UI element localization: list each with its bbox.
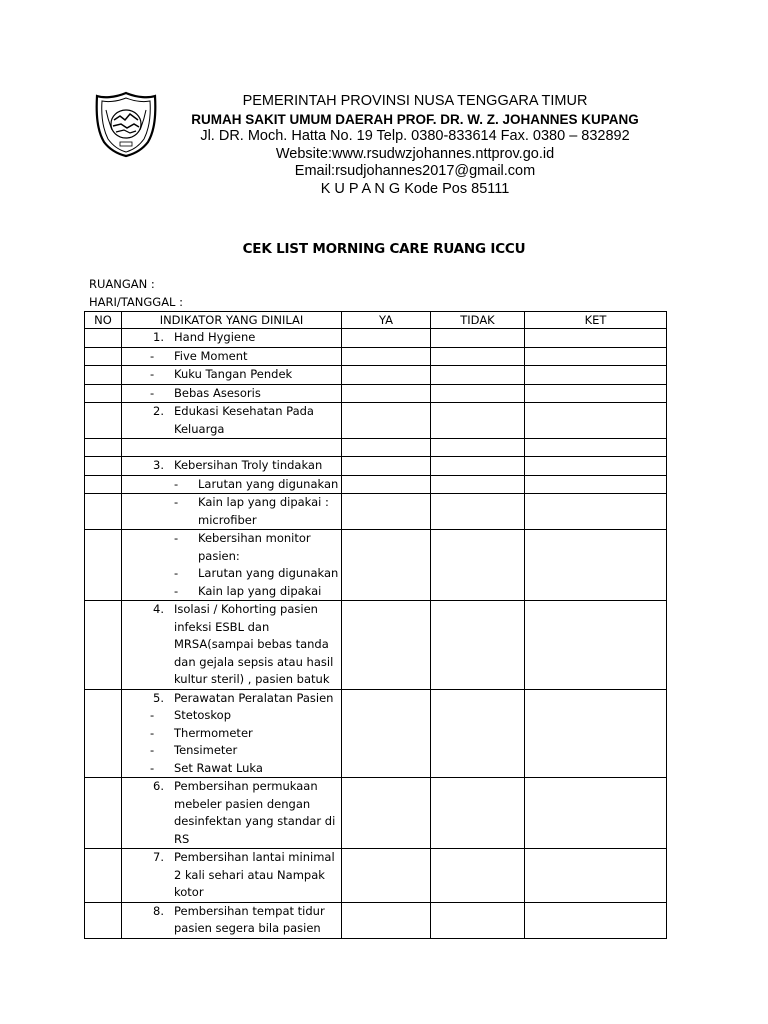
ya-cell[interactable]	[342, 403, 431, 439]
document-title: CEK LIST MORNING CARE RUANG ICCU	[242, 241, 526, 257]
indicator-text: Set Rawat Luka	[174, 760, 263, 775]
ya-cell[interactable]	[342, 329, 431, 348]
ket-cell[interactable]	[525, 601, 667, 690]
table-row	[85, 329, 667, 348]
tidak-cell[interactable]	[431, 439, 525, 457]
tidak-cell[interactable]	[431, 530, 525, 601]
item-number: 3.	[153, 458, 164, 472]
indicator-text: Thermometer	[174, 725, 253, 740]
tidak-cell[interactable]	[431, 601, 525, 690]
tidak-cell[interactable]	[431, 403, 525, 439]
ket-cell[interactable]	[525, 329, 667, 348]
ya-cell[interactable]	[342, 689, 431, 778]
indicator-cell	[122, 902, 342, 938]
ket-cell[interactable]	[525, 530, 667, 601]
table-row	[85, 366, 667, 385]
col-header-ya: YA	[342, 312, 431, 329]
indicator-cell	[122, 384, 342, 403]
indicator-cell	[122, 601, 342, 690]
bullet-dash: -	[150, 367, 155, 381]
table-row	[85, 403, 667, 439]
ya-cell[interactable]	[342, 494, 431, 530]
ya-cell[interactable]	[342, 778, 431, 849]
ya-cell[interactable]	[342, 366, 431, 385]
item-number: 4.	[153, 602, 164, 616]
indicator-text: Kebersihan monitor pasien:	[198, 531, 311, 563]
col-header-no: NO	[85, 312, 122, 329]
indicator-text: Isolasi / Kohorting pasien infeksi ESBL dan MRSA(sampai bebas tanda dan gejala sepsis atau hasil kultur steril) , pasien batuk	[174, 602, 334, 686]
room-label: RUANGAN :	[89, 277, 155, 291]
table-row	[85, 494, 667, 530]
no-cell	[85, 494, 122, 530]
tidak-cell[interactable]	[431, 494, 525, 530]
tidak-cell[interactable]	[431, 329, 525, 348]
bullet-dash: -	[150, 385, 155, 400]
item-number: 1.	[153, 330, 164, 344]
indicator-cell	[122, 439, 342, 457]
ya-cell[interactable]	[342, 849, 431, 903]
item-number: 8.	[153, 903, 164, 918]
tidak-cell[interactable]	[431, 366, 525, 385]
table-row	[85, 347, 667, 366]
tidak-cell[interactable]	[431, 347, 525, 366]
table-header-row	[85, 312, 667, 329]
ket-cell[interactable]	[525, 457, 667, 476]
tidak-cell[interactable]	[431, 384, 525, 403]
no-cell	[85, 384, 122, 403]
bullet-dash: -	[174, 531, 179, 545]
city-postcode-line: K U P A N G Kode Pos 85111	[320, 180, 510, 197]
indicator-text: Pembersihan lantai minimal 2 kali sehari atau Nampak kotor	[174, 850, 335, 899]
hospital-name: RUMAH SAKIT UMUM DAERAH PROF. DR. W. Z. JOHANNES KUPANG	[191, 111, 639, 127]
tidak-cell[interactable]	[431, 902, 525, 938]
ya-cell[interactable]	[342, 902, 431, 938]
indicator-text: Edukasi Kesehatan Pada Keluarga	[174, 404, 314, 436]
table-row	[85, 902, 667, 938]
indicator-cell	[122, 347, 342, 366]
tidak-cell[interactable]	[431, 689, 525, 778]
indicator-cell	[122, 475, 342, 494]
no-cell	[85, 778, 122, 849]
no-cell	[85, 849, 122, 903]
ya-cell[interactable]	[342, 475, 431, 494]
item-number: 6.	[153, 779, 164, 793]
ya-cell[interactable]	[342, 347, 431, 366]
table-row	[85, 689, 667, 778]
indicator-text: Bebas Asesoris	[174, 385, 261, 400]
no-cell	[85, 403, 122, 439]
table-row	[85, 778, 667, 849]
indicator-cell	[122, 494, 342, 530]
no-cell	[85, 689, 122, 778]
date-label: HARI/TANGGAL :	[89, 295, 183, 309]
bullet-dash: -	[174, 495, 179, 509]
website-line: Website:www.rsudwzjohannes.nttprov.go.id	[275, 145, 555, 162]
table-row	[85, 457, 667, 476]
no-cell	[85, 457, 122, 476]
no-cell	[85, 475, 122, 494]
table-row	[85, 849, 667, 903]
ket-cell[interactable]	[525, 494, 667, 530]
ket-cell[interactable]	[525, 902, 667, 938]
indicator-cell	[122, 457, 342, 476]
tidak-cell[interactable]	[431, 849, 525, 903]
ya-cell[interactable]	[342, 439, 431, 457]
letterhead	[180, 93, 650, 198]
bullet-dash: -	[150, 708, 155, 722]
ket-cell[interactable]	[525, 439, 667, 457]
no-cell	[85, 439, 122, 457]
indicator-text: Kain lap yang dipakai : microfiber	[198, 495, 329, 527]
indicator-cell	[122, 778, 342, 849]
no-cell	[85, 601, 122, 690]
indicator-cell	[122, 689, 342, 778]
col-header-tidak: TIDAK	[431, 312, 525, 329]
hospital-logo	[94, 90, 158, 158]
bullet-dash: -	[150, 348, 155, 363]
ket-cell[interactable]	[525, 384, 667, 403]
indicator-text: Kain lap yang dipakai	[198, 583, 322, 598]
ya-cell[interactable]	[342, 384, 431, 403]
indicator-text: Perawatan Peralatan Pasien	[174, 690, 334, 705]
table-row	[85, 475, 667, 494]
ket-cell[interactable]	[525, 689, 667, 778]
no-cell	[85, 530, 122, 601]
indicator-text: Pembersihan tempat tidur pasien segera bila pasien	[174, 903, 325, 935]
ket-cell[interactable]	[525, 475, 667, 494]
ket-cell[interactable]	[525, 778, 667, 849]
indicator-text: Pembersihan permukaan mebeler pasien dengan desinfektan yang standar di RS	[174, 779, 336, 846]
no-cell	[85, 902, 122, 938]
indicator-text: Kuku Tangan Pendek	[174, 367, 293, 381]
indicator-text: Larutan yang digunakan	[198, 566, 339, 580]
no-cell	[85, 329, 122, 348]
indicator-text: Hand Hygiene	[174, 330, 256, 344]
bullet-dash: -	[174, 566, 179, 580]
table-row	[85, 530, 667, 601]
ya-cell[interactable]	[342, 601, 431, 690]
ket-cell[interactable]	[525, 366, 667, 385]
col-header-ket: KET	[525, 312, 667, 329]
indicator-text: Kebersihan Troly tindakan	[174, 458, 323, 472]
bullet-dash: -	[174, 583, 179, 598]
checklist-table	[84, 311, 667, 939]
item-number: 5.	[153, 690, 164, 705]
indicator-text: Five Moment	[174, 348, 248, 363]
indicator-cell	[122, 530, 342, 601]
address-line: Jl. DR. Moch. Hatta No. 19 Telp. 0380-833614 Fax. 0380 – 832892	[200, 128, 630, 144]
table-row	[85, 384, 667, 403]
table-row	[85, 439, 667, 457]
col-header-indicator: INDIKATOR YANG DINILAI	[122, 312, 342, 329]
tidak-cell[interactable]	[431, 475, 525, 494]
indicator-cell	[122, 329, 342, 348]
indicator-text: Tensimeter	[174, 743, 238, 757]
indicator-text: Stetoskop	[174, 708, 232, 722]
ket-cell[interactable]	[525, 403, 667, 439]
tidak-cell[interactable]	[431, 457, 525, 476]
bullet-dash: -	[150, 760, 155, 775]
ket-cell[interactable]	[525, 347, 667, 366]
bullet-dash: -	[150, 743, 155, 757]
indicator-cell	[122, 366, 342, 385]
item-number: 7.	[153, 850, 164, 864]
ya-cell[interactable]	[342, 457, 431, 476]
bullet-dash: -	[150, 725, 155, 740]
no-cell	[85, 347, 122, 366]
ket-cell[interactable]	[525, 849, 667, 903]
tidak-cell[interactable]	[431, 778, 525, 849]
government-name: PEMERINTAH PROVINSI NUSA TENGGARA TIMUR	[242, 93, 588, 109]
indicator-text: Larutan yang digunakan	[198, 476, 339, 491]
table-row	[85, 601, 667, 690]
email-line: Email:rsudjohannes2017@gmail.com	[294, 163, 536, 179]
no-cell	[85, 366, 122, 385]
ya-cell[interactable]	[342, 530, 431, 601]
item-number: 2.	[153, 404, 164, 418]
indicator-cell	[122, 849, 342, 903]
bullet-dash: -	[174, 476, 179, 491]
indicator-cell	[122, 403, 342, 439]
